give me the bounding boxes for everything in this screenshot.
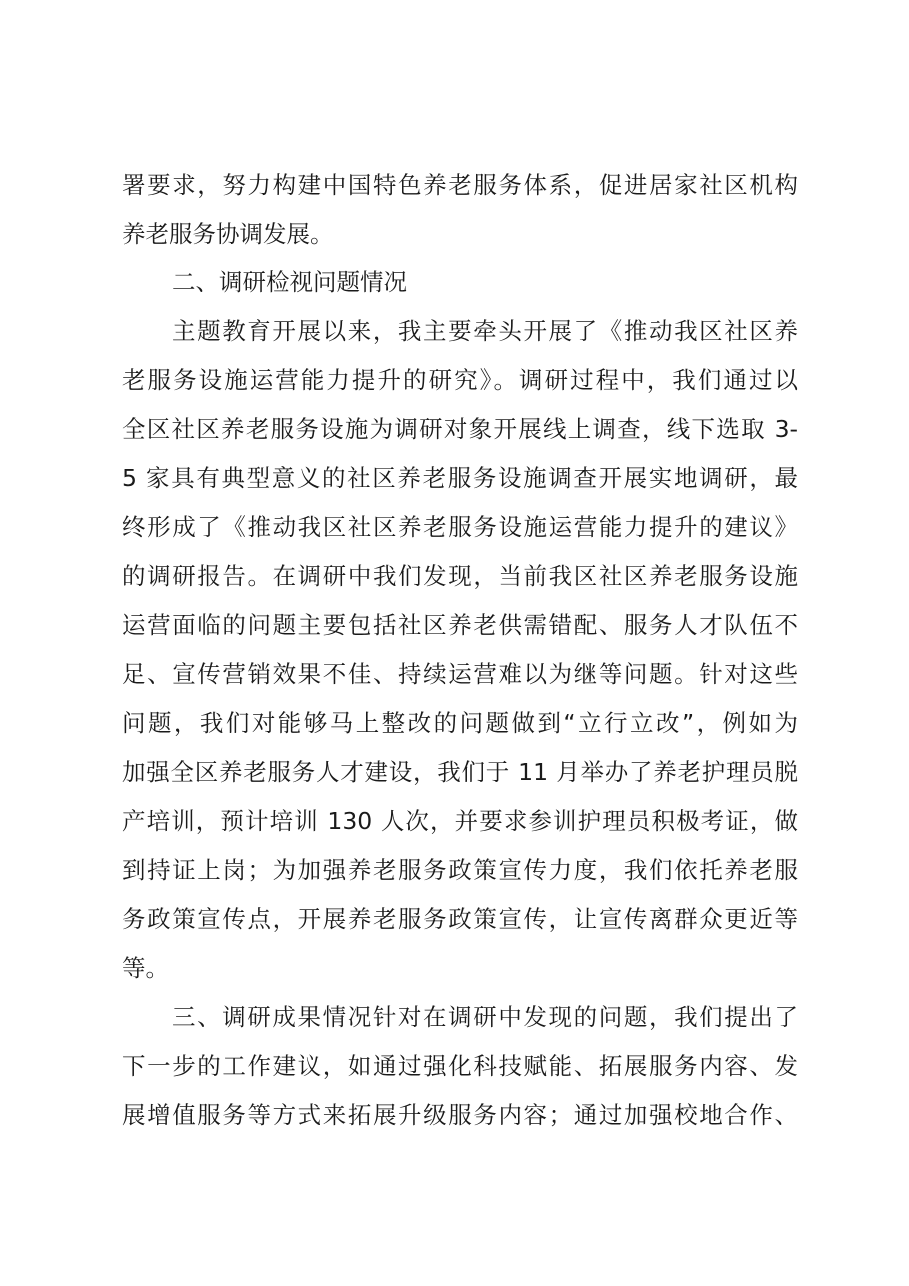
- text-line: 问题，我们对能够马上整改的问题做到“立行立改”，例如为: [122, 709, 798, 737]
- text-line: 到持证上岗；为加强养老服务政策宣传力度，我们依托养老服: [122, 856, 798, 884]
- section-heading: 二、调研检视问题情况: [172, 268, 407, 296]
- text-line: 全区社区养老服务设施为调研对象开展线上调查，线下选取 3-: [122, 415, 798, 443]
- text-line: 产培训，预计培训 130 人次，并要求参训护理员积极考证，做: [122, 807, 798, 835]
- text-line: 主题教育开展以来，我主要牵头开展了《推动我区社区养: [172, 317, 798, 345]
- text-line: 的调研报告。在调研中我们发现，当前我区社区养老服务设施: [122, 562, 798, 590]
- text-line: 务政策宣传点，开展养老服务政策宣传，让宣传离群众更近等: [122, 905, 798, 933]
- text-line: 署要求，努力构建中国特色养老服务体系，促进居家社区机构: [122, 171, 798, 199]
- text-line: 足、宣传营销效果不佳、持续运营难以为继等问题。针对这些: [122, 660, 798, 688]
- text-line: 加强全区养老服务人才建设，我们于 11 月举办了养老护理员脱: [122, 758, 798, 786]
- text-line: 养老服务协调发展。: [122, 220, 334, 248]
- text-line: 展增值服务等方式来拓展升级服务内容；通过加强校地合作、: [122, 1101, 798, 1129]
- text-line: 5 家具有典型意义的社区养老服务设施调查开展实地调研，最: [122, 464, 798, 492]
- text-line: 老服务设施运营能力提升的研究》。调研过程中，我们通过以: [122, 366, 798, 394]
- text-line: 下一步的工作建议，如通过强化科技赋能、拓展服务内容、发: [122, 1052, 798, 1080]
- text-line: 运营面临的问题主要包括社区养老供需错配、服务人才队伍不: [122, 611, 798, 639]
- text-line: 三、调研成果情况针对在调研中发现的问题，我们提出了: [172, 1003, 798, 1031]
- text-line: 等。: [122, 954, 169, 982]
- text-line: 终形成了《推动我区社区养老服务设施运营能力提升的建议》: [122, 513, 798, 541]
